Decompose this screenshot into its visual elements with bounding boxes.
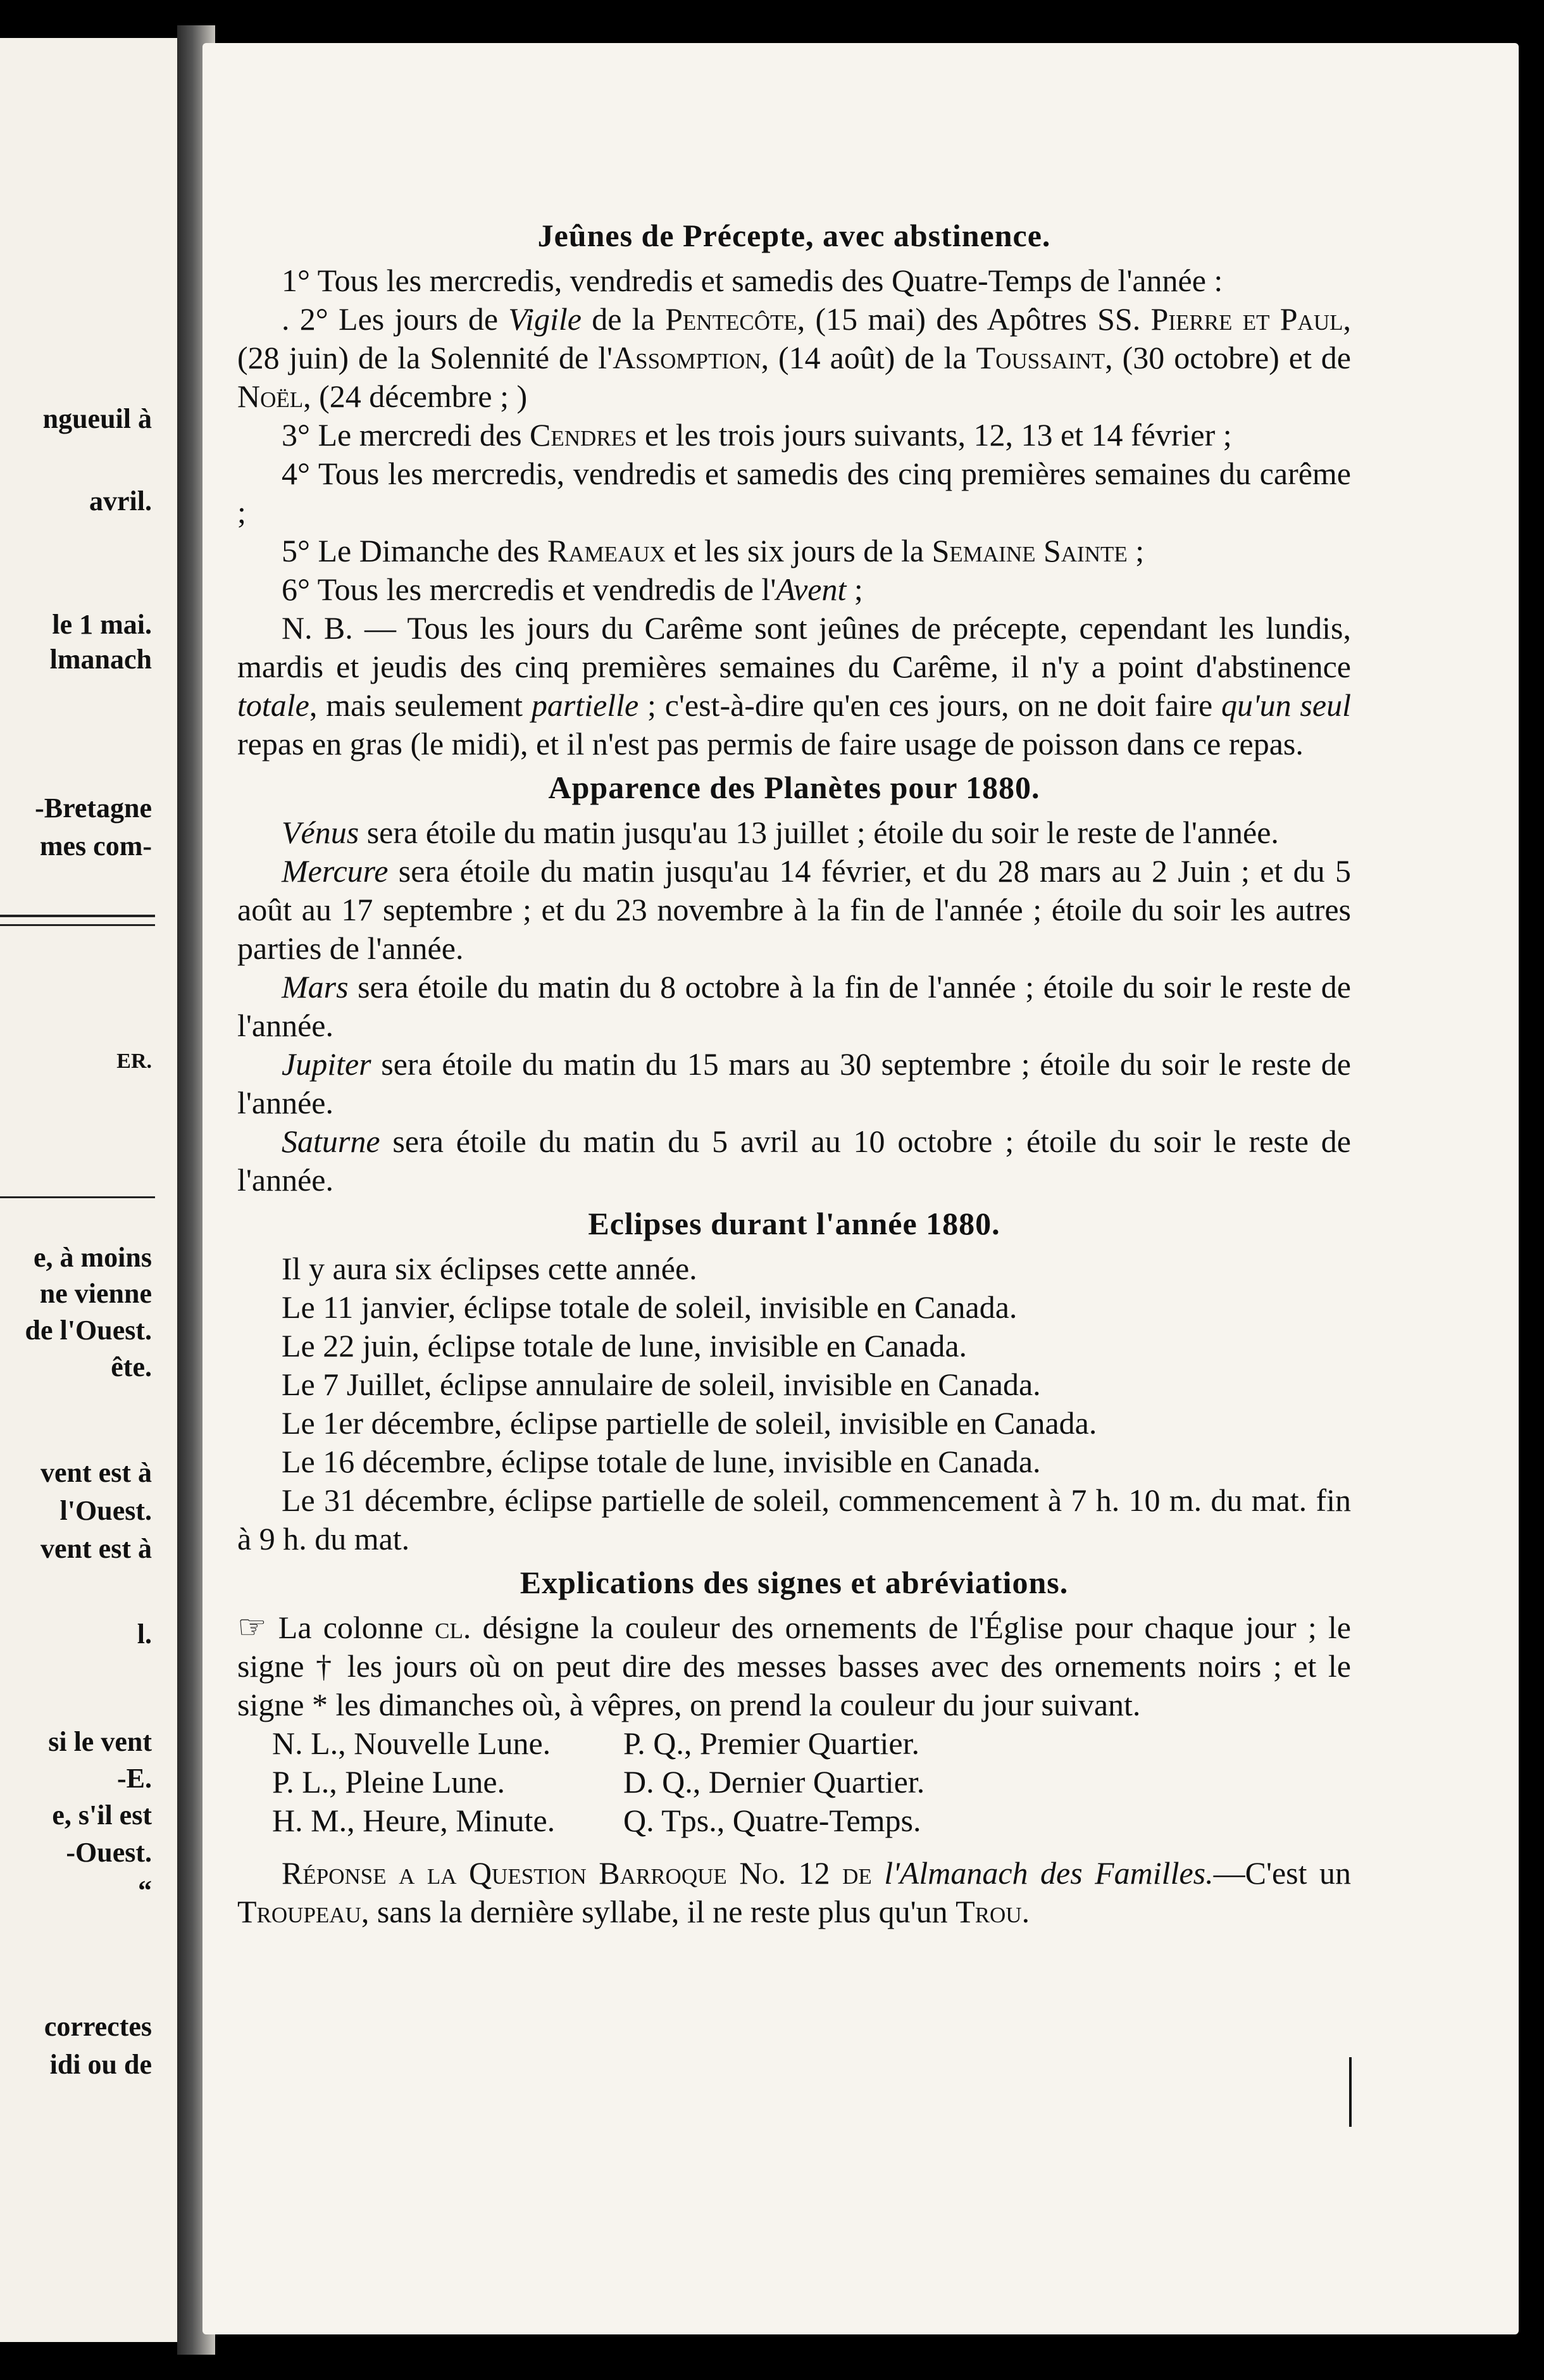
text-run: sera étoile du matin jusqu'au 14 février, et du 28 mars au 2 Juin ; et du 5 août au 17 septembre ; et du 23 novembre à la fin de l'année ; étoile du soir les autres parties de l'année. bbox=[237, 853, 1351, 966]
text-run: totale bbox=[237, 687, 309, 723]
left-page-line: lmanach bbox=[49, 644, 152, 675]
jeunes-item-6 bbox=[237, 570, 1351, 609]
planet-name: Jupiter bbox=[282, 1046, 371, 1082]
planet-saturne bbox=[237, 1122, 1351, 1199]
text-run: , (28 juin) de la Solennité de l' bbox=[237, 301, 1351, 375]
planet-name: Mercure bbox=[282, 853, 389, 889]
text-run: Avent bbox=[776, 572, 847, 607]
jeunes-item-4: 4° Tous les mercredis, vendredis et samedis des cinq premières semaines du carême ; bbox=[237, 456, 1351, 530]
margin-bracket bbox=[1349, 2057, 1352, 2127]
left-page-line: -Ouest. bbox=[66, 1837, 152, 1868]
text-run: sera étoile du matin jusqu'au 13 juillet ; étoile du soir le reste de l'année. bbox=[359, 815, 1279, 850]
text-run: sera étoile du matin du 15 mars au 30 septembre ; étoile du soir le reste de l'année. bbox=[237, 1046, 1351, 1120]
eclipse-line: Le 22 juin, éclipse totale de lune, invisible en Canada. bbox=[282, 1328, 968, 1363]
eclipse-line: Le 31 décembre, éclipse partielle de soleil, commencement à 7 h. 10 m. du mat. fin à 9 h. du mat. bbox=[237, 1482, 1351, 1556]
text-run: l'Almanach des Familles. bbox=[871, 1855, 1214, 1891]
abbreviation: Q. Tps., Quatre-Temps. bbox=[623, 1803, 921, 1838]
signes-paragraph bbox=[237, 1608, 1351, 1724]
text-run: partielle bbox=[531, 687, 639, 723]
abbreviation-row bbox=[237, 1763, 1351, 1801]
jeunes-item-3 bbox=[237, 416, 1351, 454]
left-page-line: idi ou de bbox=[49, 2049, 152, 2080]
text-run: Vigile bbox=[508, 301, 582, 337]
text-run: qu'un seul bbox=[1221, 687, 1351, 723]
abbreviation: N. L., Nouvelle Lune. bbox=[272, 1726, 551, 1761]
text-run: ; c'est-à-dire qu'en ces jours, on ne doit faire bbox=[638, 687, 1221, 723]
text-run: Trou bbox=[956, 1894, 1022, 1929]
left-page-line: avril. bbox=[89, 485, 152, 517]
left-page-line: correctes bbox=[44, 2011, 152, 2042]
text-run: . 2° Les jours de bbox=[282, 301, 509, 337]
left-facing-page bbox=[0, 38, 190, 2342]
left-page-line: e, s'il est bbox=[52, 1800, 152, 1831]
text-run: , sans la dernière syllabe, il ne reste plus qu'un bbox=[361, 1894, 956, 1929]
planet-venus bbox=[237, 813, 1351, 852]
text-run: et les six jours de la bbox=[665, 533, 932, 568]
text-run: Pentecôte bbox=[665, 301, 797, 337]
planet-jupiter bbox=[237, 1045, 1351, 1122]
left-page-line: ête. bbox=[111, 1351, 152, 1382]
left-page-rule bbox=[0, 915, 155, 917]
eclipse-line: Le 11 janvier, éclipse totale de soleil, invisible en Canada. bbox=[282, 1289, 1018, 1325]
text-run: Noël bbox=[237, 379, 304, 414]
text-run: 6° Tous les mercredis et vendredis de l' bbox=[282, 572, 776, 607]
left-page-line: ne vienne bbox=[39, 1278, 152, 1309]
left-page-line: -E. bbox=[117, 1763, 152, 1794]
text-run: Réponse a la Question Barroque No. 12 de bbox=[282, 1855, 872, 1891]
heading-signes: Explications des signes et abréviations. bbox=[520, 1565, 1069, 1600]
planet-mercure bbox=[237, 852, 1351, 968]
text-run: repas en gras (le midi), et il n'est pas permis de faire usage de poisson dans ce repas. bbox=[237, 726, 1304, 761]
text-run: et les trois jours suivants, 12, 13 et 14 février ; bbox=[637, 417, 1232, 453]
eclipse-line: Le 7 Juillet, éclipse annulaire de soleil, invisible en Canada. bbox=[282, 1367, 1041, 1402]
abbreviation: P. L., Pleine Lune. bbox=[272, 1764, 506, 1800]
eclipse-line: Il y aura six éclipses cette année. bbox=[282, 1251, 697, 1286]
left-page-line: l'Ouest. bbox=[59, 1495, 152, 1526]
abbreviation-row bbox=[237, 1724, 1351, 1763]
text-run: Toussaint bbox=[976, 340, 1105, 375]
left-page-line: le 1 mai. bbox=[52, 609, 152, 640]
left-page-line: l. bbox=[137, 1619, 152, 1650]
text-run: N. B. — Tous les jours du Carême sont jeûnes de précepte, cependant les lundis, mardis et jeudis des cinq premières semaines du Carême, il n'y a point d'abstinence bbox=[237, 610, 1351, 684]
heading-jeunes: Jeûnes de Précepte, avec abstinence. bbox=[537, 218, 1051, 253]
left-page-line: e, à moins bbox=[34, 1242, 152, 1273]
text-run: , (24 décembre ; ) bbox=[303, 379, 528, 414]
jeunes-item-1: 1° Tous les mercredis, vendredis et samedis des Quatre-Temps de l'année : bbox=[282, 263, 1223, 298]
left-page-line: de l'Ouest. bbox=[25, 1315, 152, 1346]
text-run: sera étoile du matin du 8 octobre à la fin de l'année ; étoile du soir le reste de l'année. bbox=[237, 969, 1351, 1043]
left-page-line: ER. bbox=[116, 1049, 152, 1073]
left-page-rule bbox=[0, 1196, 155, 1198]
text-run: 5° Le Dimanche des bbox=[282, 533, 547, 568]
spacer bbox=[237, 1840, 1351, 1854]
reponse-paragraph bbox=[237, 1854, 1351, 1931]
jeunes-item-5 bbox=[237, 532, 1351, 570]
left-page-line: vent est à bbox=[40, 1533, 152, 1564]
text-run: —C'est un bbox=[1213, 1855, 1351, 1891]
abbreviation-row bbox=[237, 1801, 1351, 1840]
eclipse-line: Le 1er décembre, éclipse partielle de soleil, invisible en Canada. bbox=[282, 1405, 1097, 1441]
planet-name: Vénus bbox=[282, 815, 359, 850]
page-content bbox=[237, 215, 1351, 1931]
abbreviation: D. Q., Dernier Quartier. bbox=[623, 1764, 925, 1800]
left-page-line: vent est à bbox=[40, 1457, 152, 1488]
text-run: cl bbox=[435, 1610, 463, 1645]
jeunes-nota-bene bbox=[237, 609, 1351, 763]
left-page-line: mes com- bbox=[39, 830, 152, 861]
left-page-line: “ bbox=[138, 1875, 152, 1906]
text-run: Assomption bbox=[613, 340, 761, 375]
text-run: , mais seulement bbox=[309, 687, 532, 723]
jeunes-item-2 bbox=[237, 300, 1351, 416]
planet-name: Mars bbox=[282, 969, 349, 1005]
heading-eclipses: Eclipses durant l'année 1880. bbox=[588, 1206, 1000, 1241]
planet-mars bbox=[237, 968, 1351, 1045]
text-run: , (30 octobre) et de bbox=[1105, 340, 1351, 375]
text-run: ; bbox=[846, 572, 863, 607]
text-run: . bbox=[1021, 1894, 1030, 1929]
text-run: Semaine Sainte bbox=[931, 533, 1128, 568]
text-run: sera étoile du matin du 5 avril au 10 octobre ; étoile du soir le reste de l'année. bbox=[237, 1124, 1351, 1198]
left-page-rule bbox=[0, 924, 155, 926]
text-run: La colonne bbox=[266, 1610, 435, 1645]
text-run: ; bbox=[1127, 533, 1145, 568]
text-run: , (14 août) de la bbox=[761, 340, 976, 375]
text-run: . désigne la couleur des ornements de l'Église pour chaque jour ; le signe † les jours où on peut dire des messes basses avec des ornements noirs ; et le signe * les dimanches où, à vêpres, on prend la couleur du jour suivant. bbox=[237, 1610, 1351, 1722]
left-page-line: ngueuil à bbox=[42, 403, 152, 434]
eclipse-line: Le 16 décembre, éclipse totale de lune, invisible en Canada. bbox=[282, 1444, 1041, 1479]
text-run: Rameaux bbox=[547, 533, 666, 568]
pointing-hand-icon: ☞ bbox=[237, 1610, 267, 1646]
text-run: Troupeau bbox=[237, 1894, 361, 1929]
abbreviation: P. Q., Premier Quartier. bbox=[623, 1726, 919, 1761]
text-run: , (15 mai) des Apôtres SS. bbox=[797, 301, 1151, 337]
text-run: 3° Le mercredi des bbox=[282, 417, 530, 453]
planet-name: Saturne bbox=[282, 1124, 380, 1159]
abbreviation: H. M., Heure, Minute. bbox=[272, 1803, 556, 1838]
text-run: Pierre et Paul bbox=[1150, 301, 1343, 337]
left-page-line: -Bretagne bbox=[35, 792, 152, 824]
heading-planetes: Apparence des Planètes pour 1880. bbox=[548, 770, 1040, 805]
text-run: Cendres bbox=[530, 417, 637, 453]
left-page-line: si le vent bbox=[48, 1726, 152, 1757]
text-run: de la bbox=[582, 301, 666, 337]
